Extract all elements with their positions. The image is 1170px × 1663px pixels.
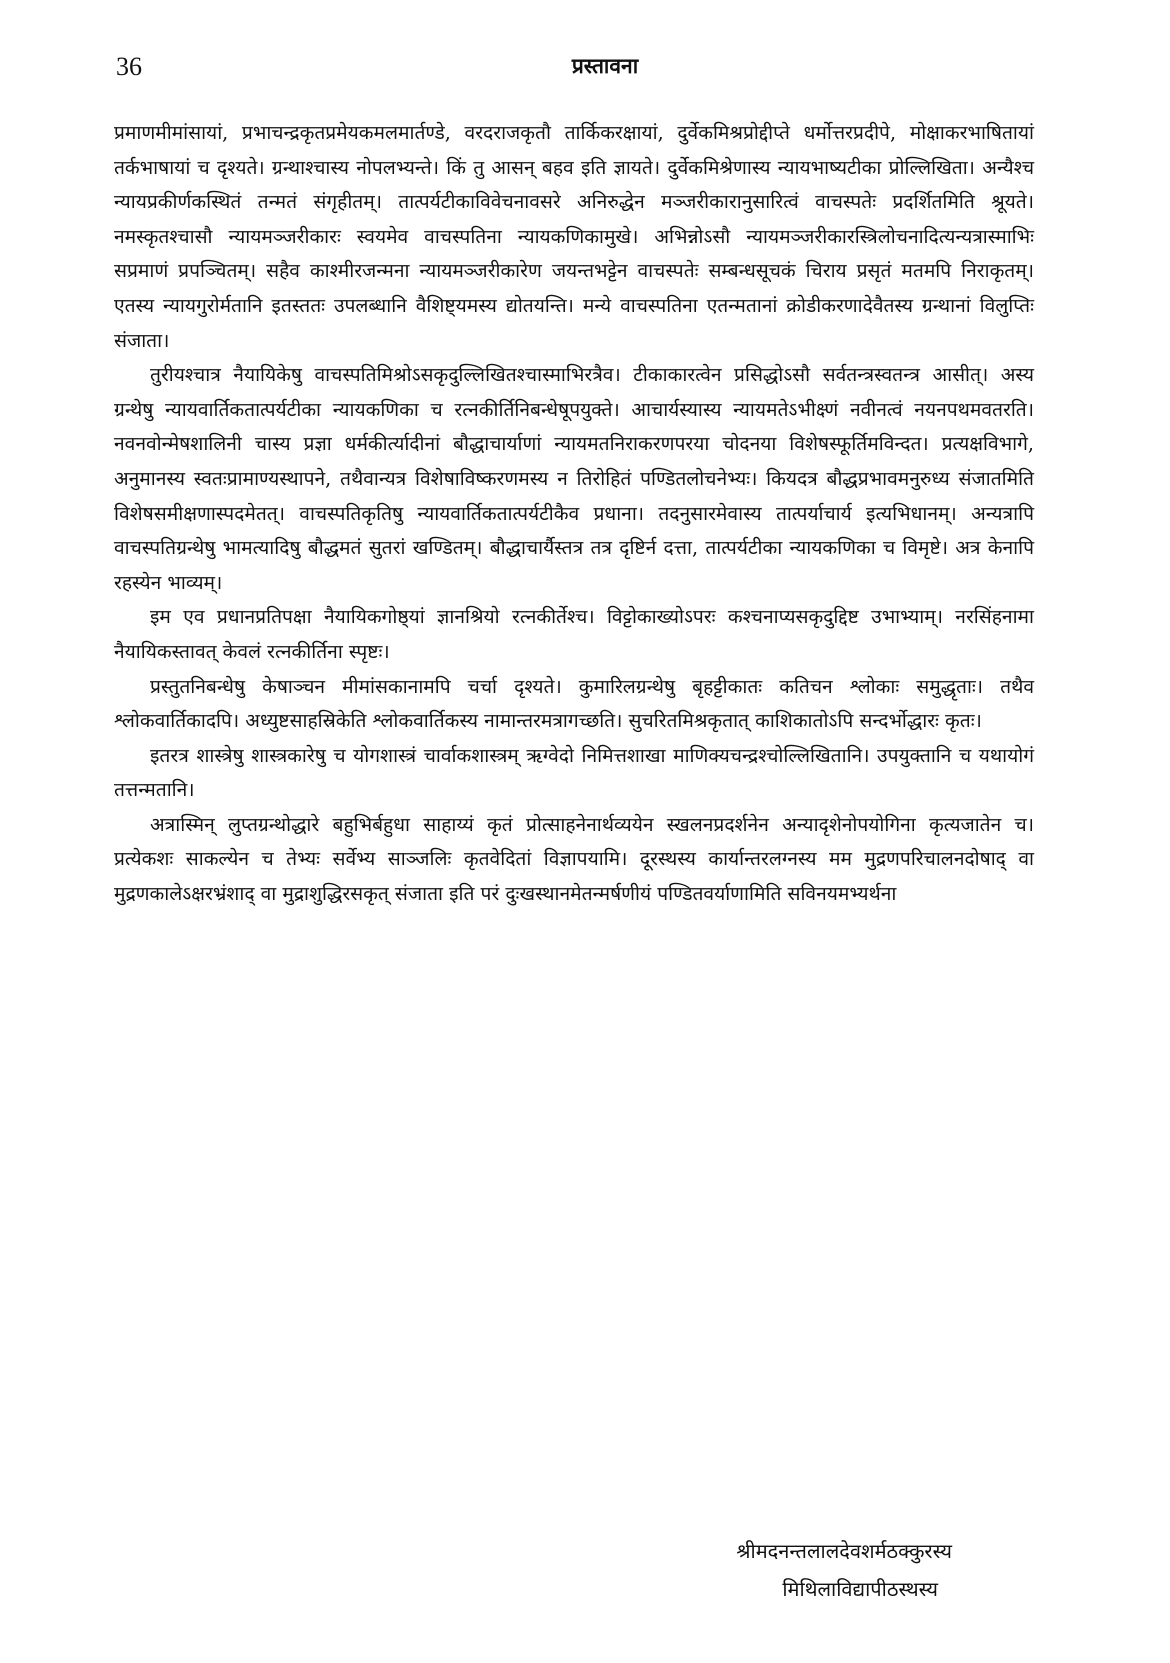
signature-line-name: श्रीमदनन्तलालदेवशर्मठक्कुरस्य	[736, 1539, 952, 1563]
paragraph: प्रमाणमीमांसायां, प्रभाचन्द्रकृतप्रमेयकमलमार्तण्डे, वरदराजकृतौ तार्किकरक्षायां, दुर्वेकमिश्रप्रोद्दीप्ते धर्मोत्तरप्रदीपे, मोक्षाकरभाषितायां तर्कभाषायां च दृश्यते। ग्रन्थाश्चास्य नोपलभ्यन्ते। किं तु आसन् बहव इति ज्ञायते। दुर्वेकमिश्रेणास्य न्यायभाष्यटीका प्रोल्लिखिता। अन्यैश्च न्यायप्रकीर्णकस्थितं तन्मतं संगृहीतम्। तात्पर्यटीकाविवेचनावसरे अनिरुद्धेन मञ्जरीकारानुसारित्वं वाचस्पतेः प्रदर्शितमिति श्रूयते। नमस्कृतश्चासौ न्यायमञ्जरीकारः स्वयमेव वाचस्पतिना न्यायकणिकामुखे। अभिन्नोऽसौ न्यायमञ्जरीकारस्त्रिलोचनादित्यन्यत्रास्माभिः सप्रमाणं प्रपञ्चितम्। सहैव काश्मीरजन्मना न्यायमञ्जरीकारेण जयन्तभट्टेन वाचस्पतेः सम्बन्धसूचकं चिराय प्रसृतं मतमपि निराकृतम्। एतस्य न्यायगुरोर्मतानि इतस्ततः उपलब्धानि वैशिष्ट्यमस्य द्योतयन्ति। मन्ये वाचस्पतिना एतन्मतानां क्रोडीकरणादेवैतस्य ग्रन्थानां विलुप्तिः संजाता।	[114, 121, 1034, 352]
page-number: 36	[116, 52, 142, 81]
signature-block	[736, 1532, 952, 1608]
paragraph: अत्रास्मिन् लुप्तग्रन्थोद्धारे बहुभिर्बहुधा साहाय्यं कृतं प्रोत्साहनेनार्थव्ययेन स्खलनप्रदर्शनेन अन्यादृशेनोपयोगिना कृत्यजातेन च। प्रत्येकशः साकल्येन च तेभ्यः सर्वेभ्य साञ्जलिः कृतवेदितां विज्ञापयामि। दूरस्थस्य कार्यान्तरलग्नस्य मम मुद्रणपरिचालनदोषाद् वा मुद्रणकालेऽक्षरभ्रंशाद् वा मुद्राशुद्धिरसकृत् संजाता इति परं दुःखस्थानमेतन्मर्षणीयं पण्डितवर्याणामिति सविनयमभ्यर्थना	[114, 812, 1034, 906]
running-title: प्रस्तावना	[571, 53, 639, 78]
paragraph: इम एव प्रधानप्रतिपक्षा नैयायिकगोष्ठ्यां ज्ञानश्रियो रत्नकीर्तेश्च। विट्टोकाख्योऽपरः कश्चनाप्यसकृदुद्दिष्ट उभाभ्याम्। नरसिंहनामा नैयायिकस्तावत् केवलं रत्नकीर्तिना स्पृष्टः।	[114, 605, 1034, 663]
paragraph: इतरत्र शास्त्रेषु शास्त्रकारेषु च योगशास्त्रं चार्वाकशास्त्रम् ऋग्वेदो निमित्तशाखा माणिक्यचन्द्रश्चोल्लिखितानि। उपयुक्तानि च यथायोगं तत्तन्मतानि।	[114, 743, 1034, 802]
paragraph: तुरीयश्चात्र नैयायिकेषु वाचस्पतिमिश्रोऽसकृदुल्लिखितश्चास्माभिरत्रैव। टीकाकारत्वेन प्रसिद्धोऽसौ सर्वतन्त्रस्वतन्त्र आसीत्। अस्य ग्रन्थेषु न्यायवार्तिकतात्पर्यटीका न्यायकणिका च रत्नकीर्तिनिबन्धेषूपयुक्ते। आचार्यस्यास्य न्यायमतेऽभीक्ष्णं नवीनत्वं नयनपथमवतरति। नवनवोन्मेषशालिनी चास्य प्रज्ञा धर्मकीर्त्यादीनां बौद्धाचार्याणां न्यायमतनिराकरणपरया चोदनया विशेषस्फूर्तिमविन्दत। प्रत्यक्षविभागे, अनुमानस्य स्वतःप्रामाण्यस्थापने, तथैवान्यत्र विशेषाविष्करणमस्य न तिरोहितं पण्डितलोचनेभ्यः। कियदत्र बौद्धप्रभावमनुरुध्य संजातमिति विशेषसमीक्षणास्पदमेतत्। वाचस्पतिकृतिषु न्यायवार्तिकतात्पर्यटीकैव प्रधाना। तदनुसारमेवास्य तात्पर्याचार्य इत्यभिधानम्। अन्यत्रापि वाचस्पतिग्रन्थेषु भामत्यादिषु बौद्धमतं सुतरां खण्डितम्। बौद्धाचार्यैस्तत्र तत्र दृष्टिर्न दत्ता, तात्पर्यटीका न्यायकणिका च विमृष्टे। अत्र केनापि रहस्येन भाव्यम्।	[114, 363, 1035, 594]
body-text	[114, 116, 1034, 912]
signature-line-affiliation: मिथिलाविद्यापीठस्थस्य	[782, 1577, 938, 1601]
paragraph: प्रस्तुतनिबन्धेषु केषाञ्चन मीमांसकानामपि चर्चा दृश्यते। कुमारिलग्रन्थेषु बृहट्टीकातः कतिचन श्लोकाः समुद्धृताः। तथैव श्लोकवार्तिकादपि। अध्युष्टसाहस्रिकेति श्लोकवार्तिकस्य नामान्तरमत्रागच्छति। सुचरितमिश्रकृतात् काशिकातोऽपि सन्दर्भोद्धारः कृतः।	[114, 674, 1034, 733]
